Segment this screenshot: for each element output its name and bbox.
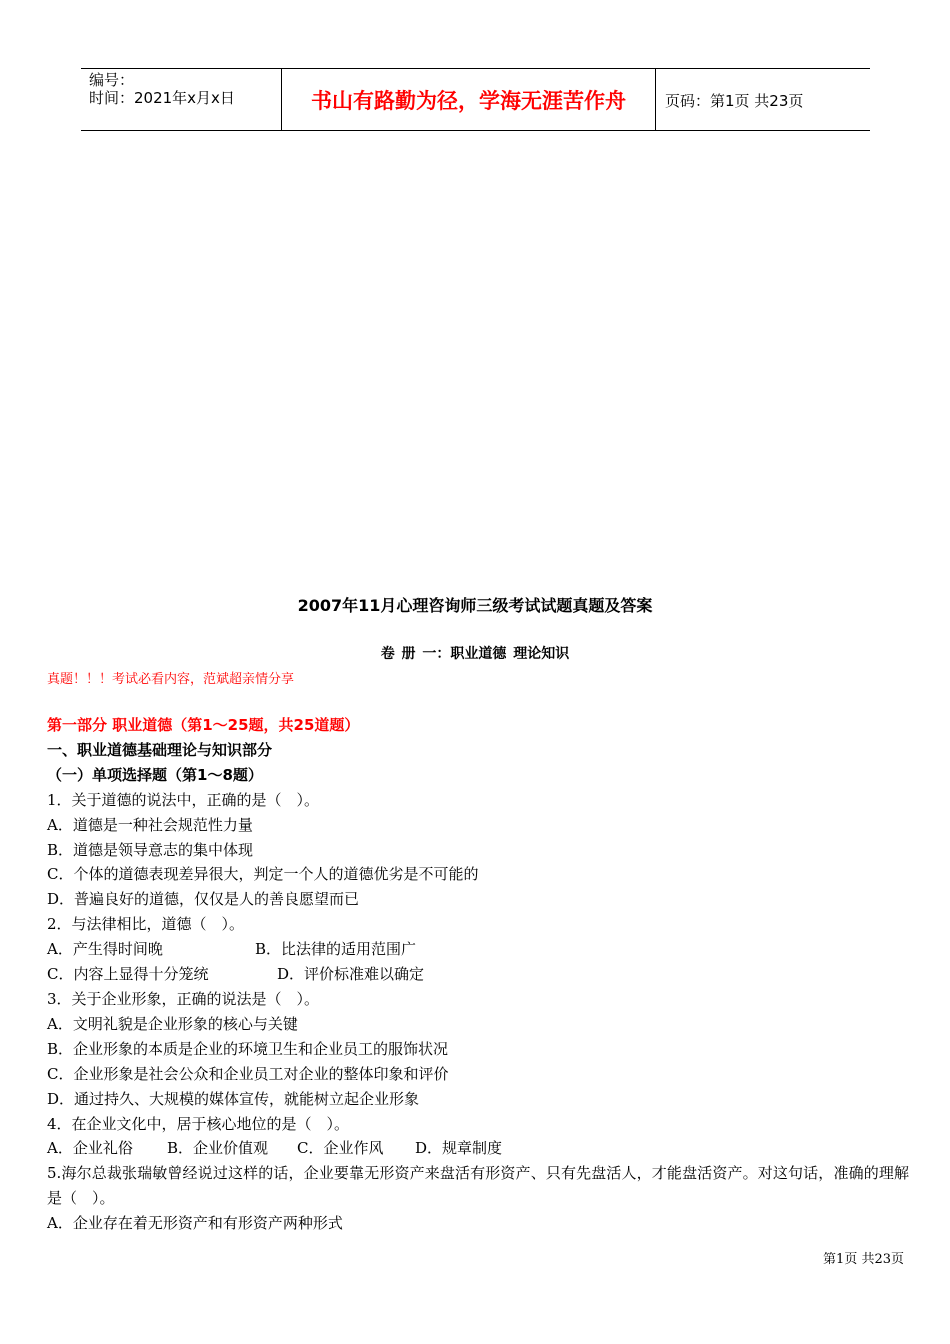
- answer-option-row: [47, 962, 909, 987]
- header-meta: [89, 71, 235, 107]
- answer-option-row: [47, 937, 909, 962]
- answer-option: A．企业礼俗: [47, 1139, 133, 1158]
- part-heading: 第一部分 职业道德（第1～25题，共25道题）: [47, 716, 360, 734]
- header-page-info: 页码：第1页 共23页: [665, 92, 804, 110]
- page-footer: 第1页 共23页: [823, 1252, 904, 1267]
- answer-option: C．个体的道德表现差异很大，判定一个人的道德优劣是不可能的: [47, 865, 479, 884]
- answer-option: D．通过持久、大规模的媒体宣传，就能树立起企业形象: [47, 1089, 420, 1108]
- document-title: 2007年11月心理咨询师三级考试试题真题及答案: [297, 596, 653, 615]
- answer-option: D．规章制度: [415, 1139, 503, 1158]
- answer-option: D．评价标准难以确定: [277, 965, 425, 984]
- answer-option: A．企业存在着无形资产和有形资产两种形式: [47, 1214, 343, 1233]
- answer-option: C．企业形象是社会公众和企业员工对企业的整体印象和评价: [47, 1064, 449, 1083]
- answer-option-row: [47, 1136, 909, 1161]
- answer-option: B．比法律的适用范围广: [255, 940, 417, 959]
- question-stem: 5.海尔总裁张瑞敏曾经说过这样的话，企业要靠无形资产来盘活有形资产、只有先盘活人，才能盘活资产。对这句话，准确的理解是（ ）。: [47, 1164, 909, 1208]
- document-subtitle: 卷 册 一：职业道德 理论知识: [380, 646, 570, 662]
- subsection-heading: （一）单项选择题（第1～8题）: [47, 765, 263, 784]
- answer-option: B．企业价值观: [167, 1139, 269, 1158]
- header-divider: [655, 69, 656, 130]
- answer-option: B．企业形象的本质是企业的环境卫生和企业员工的服饰状况: [47, 1039, 449, 1058]
- red-note: 真题！！！考试必看内容，范斌超亲情分享: [47, 672, 295, 687]
- answer-option: A．道德是一种社会规范性力量: [47, 815, 253, 834]
- header-motto: 书山有路勤为径，学海无涯苦作舟: [311, 88, 626, 113]
- document-number-label: 编号：: [89, 71, 135, 89]
- question-stem: 3．关于企业形象，正确的说法是（ ）。: [47, 989, 320, 1008]
- answer-option: A．文明礼貌是企业形象的核心与关键: [47, 1014, 298, 1033]
- question-stem: 2．与法律相比，道德（ ）。: [47, 915, 245, 934]
- answer-option: C．内容上显得十分笼统: [47, 965, 209, 984]
- answer-option: B．道德是领导意志的集中体现: [47, 840, 254, 859]
- answer-option: C．企业作风: [297, 1139, 384, 1158]
- question-stem: 4．在企业文化中，居于核心地位的是（ ）。: [47, 1114, 350, 1133]
- document-time-label: 时间：2021年x月x日: [89, 89, 235, 107]
- page-header: [81, 68, 870, 131]
- document-body: [47, 713, 909, 1236]
- question-stem: 1．关于道德的说法中，正确的是（ ）。: [47, 790, 320, 809]
- answer-option: D．普遍良好的道德，仅仅是人的善良愿望而已: [47, 890, 360, 909]
- section-heading: 一、职业道德基础理论与知识部分: [47, 740, 273, 759]
- answer-option: A．产生得时间晚: [47, 940, 163, 959]
